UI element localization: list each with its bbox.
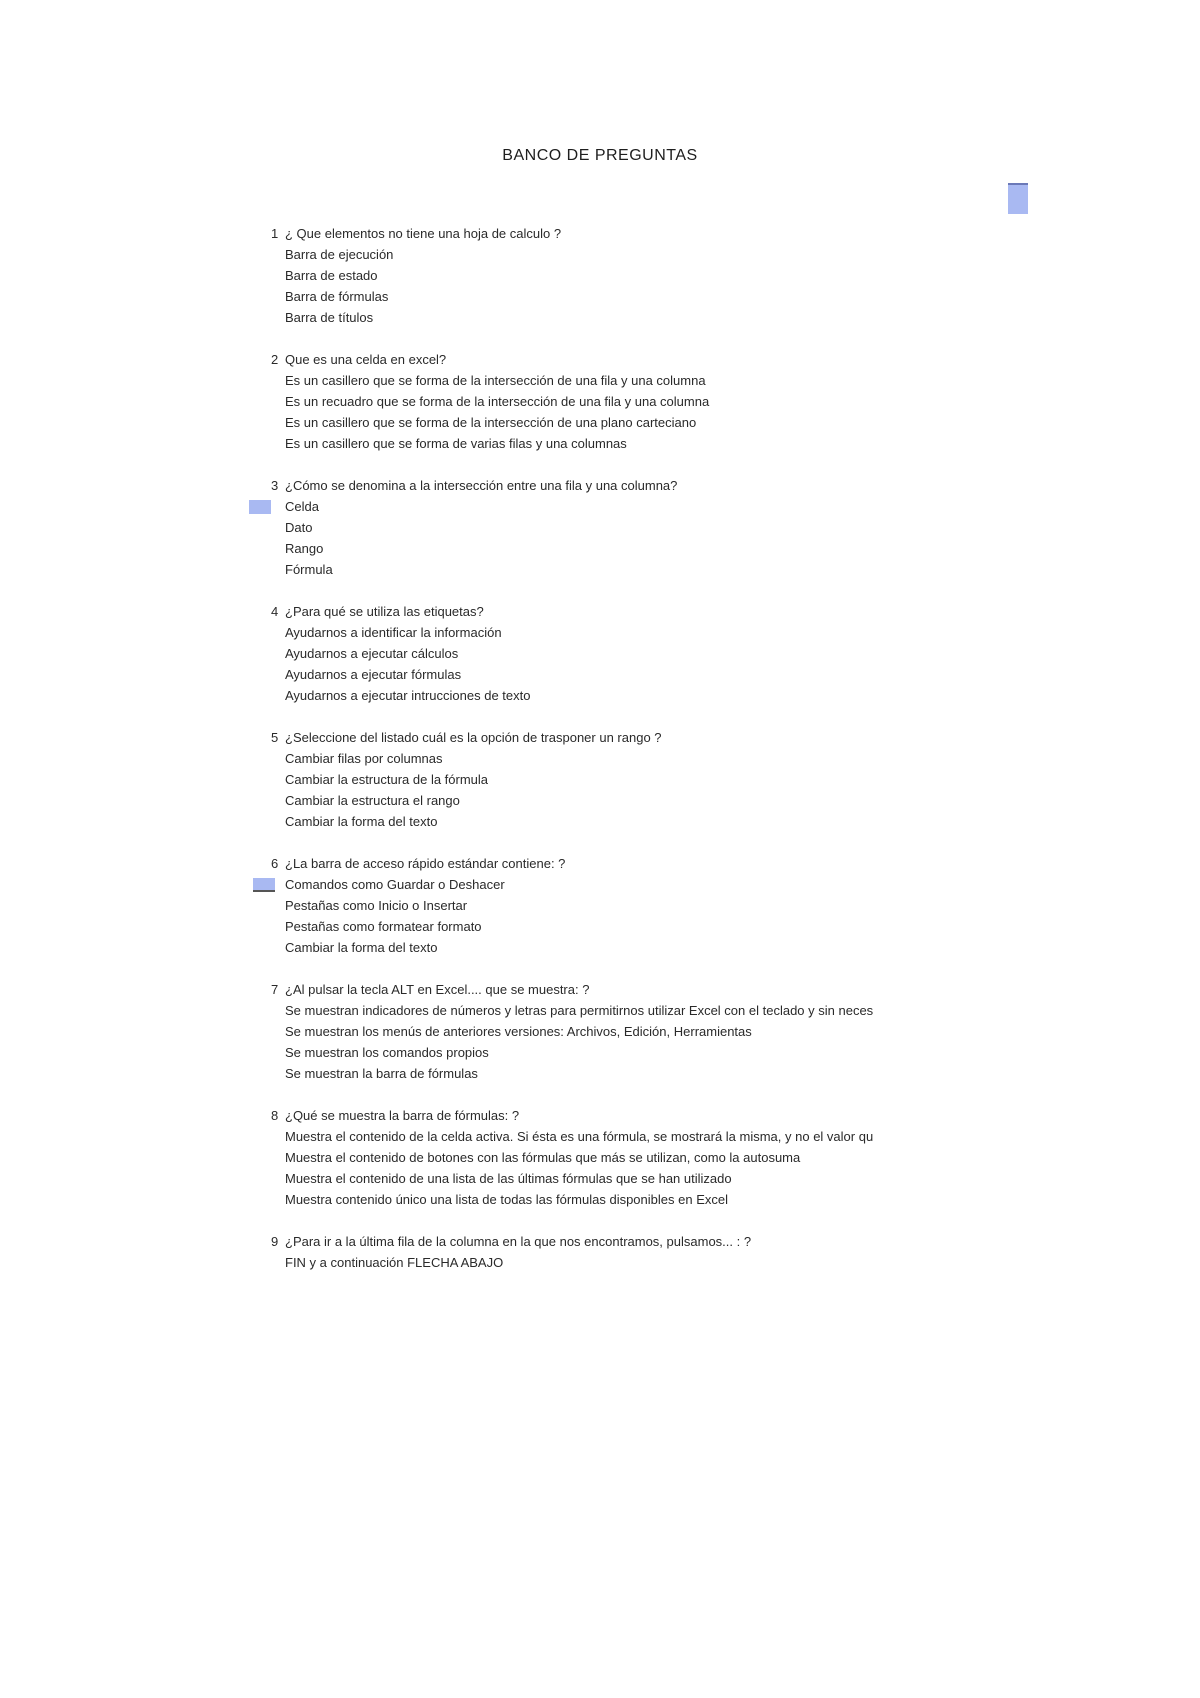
- question-block: [0, 475, 940, 580]
- question-block: [0, 1105, 940, 1210]
- answer-option: Cambiar la forma del texto: [285, 940, 438, 955]
- question-text: ¿Seleccione del listado cuál es la opción de trasponer un rango ?: [285, 730, 662, 745]
- question-number: 6: [271, 856, 279, 871]
- answer-option: Muestra el contenido de botones con las fórmulas que más se utilizan, como la autosuma: [285, 1150, 801, 1165]
- question-block: [0, 979, 940, 1084]
- question-list: [0, 223, 940, 1294]
- answer-option: Ayudarnos a ejecutar intrucciones de texto: [285, 688, 531, 703]
- question-text: ¿Cómo se denomina a la intersección entre una fila y una columna?: [285, 478, 678, 493]
- answer-option: Se muestran la barra de fórmulas: [285, 1066, 478, 1081]
- question-number: 5: [271, 730, 279, 745]
- answer-option: Barra de estado: [285, 268, 378, 283]
- answer-option: Es un recuadro que se forma de la intersección de una fila y una columna: [285, 394, 710, 409]
- question-number: 2: [271, 352, 279, 367]
- answer-option: Es un casillero que se forma de la intersección de una plano carteciano: [285, 415, 697, 430]
- question-block: [0, 349, 940, 454]
- question-number: 3: [271, 478, 279, 493]
- answer-option: Cambiar la estructura el rango: [285, 793, 460, 808]
- answer-option: Pestañas como Inicio o Insertar: [285, 898, 468, 913]
- answer-option: Fórmula: [285, 562, 333, 577]
- question-text: ¿Para ir a la última fila de la columna en la que nos encontramos, pulsamos... : ?: [285, 1234, 752, 1249]
- answer-option: Rango: [285, 541, 324, 556]
- question-block: [0, 727, 940, 832]
- answer-option: Muestra el contenido de la celda activa. Si ésta es una fórmula, se mostrará la misma, y no el valor qu: [285, 1129, 874, 1144]
- answer-option: Cambiar la estructura de la fórmula: [285, 772, 489, 787]
- answer-option: Celda: [285, 499, 319, 514]
- question-number: 1: [271, 226, 279, 241]
- answer-option: Muestra el contenido de una lista de las últimas fórmulas que se han utilizado: [285, 1171, 732, 1186]
- answer-option: Muestra contenido único una lista de todas las fórmulas disponibles en Excel: [285, 1192, 728, 1207]
- question-block: [0, 223, 940, 328]
- question-text: ¿ Que elementos no tiene una hoja de calculo ?: [285, 226, 562, 241]
- answer-option: Se muestran indicadores de números y letras para permitirnos utilizar Excel con el teclado y sin neces: [285, 1003, 874, 1018]
- question-number: 9: [271, 1234, 279, 1249]
- answer-option: Cambiar filas por columnas: [285, 751, 443, 766]
- answer-option: FIN y a continuación FLECHA ABAJO: [285, 1255, 504, 1270]
- question-block: [0, 853, 940, 958]
- highlight-mark: [1008, 183, 1028, 214]
- question-number: 4: [271, 604, 279, 619]
- question-number: 7: [271, 982, 279, 997]
- answer-option: Es un casillero que se forma de la intersección de una fila y una columna: [285, 373, 706, 388]
- question-text: Que es una celda en excel?: [285, 352, 447, 367]
- question-text: ¿Para qué se utiliza las etiquetas?: [285, 604, 484, 619]
- answer-option: Se muestran los comandos propios: [285, 1045, 489, 1060]
- answer-option: Cambiar la forma del texto: [285, 814, 438, 829]
- answer-option: Barra de ejecución: [285, 247, 394, 262]
- answer-option: Barra de títulos: [285, 310, 374, 325]
- answer-option: Ayudarnos a ejecutar cálculos: [285, 646, 459, 661]
- answer-option: Comandos como Guardar o Deshacer: [285, 877, 505, 892]
- answer-option: Barra de fórmulas: [285, 289, 389, 304]
- answer-option: Ayudarnos a identificar la información: [285, 625, 502, 640]
- question-text: ¿La barra de acceso rápido estándar contiene: ?: [285, 856, 566, 871]
- answer-option: Dato: [285, 520, 313, 535]
- question-block: [0, 601, 940, 706]
- question-block: [0, 1231, 940, 1273]
- answer-option: Pestañas como formatear formato: [285, 919, 482, 934]
- answer-option: Se muestran los menús de anteriores versiones: Archivos, Edición, Herramientas: [285, 1024, 752, 1039]
- question-number: 8: [271, 1108, 279, 1123]
- page-title: BANCO DE PREGUNTAS: [502, 147, 698, 164]
- question-text: ¿Qué se muestra la barra de fórmulas: ?: [285, 1108, 520, 1123]
- question-text: ¿Al pulsar la tecla ALT en Excel.... que se muestra: ?: [285, 982, 590, 997]
- answer-option: Ayudarnos a ejecutar fórmulas: [285, 667, 462, 682]
- answer-option: Es un casillero que se forma de varias filas y una columnas: [285, 436, 627, 451]
